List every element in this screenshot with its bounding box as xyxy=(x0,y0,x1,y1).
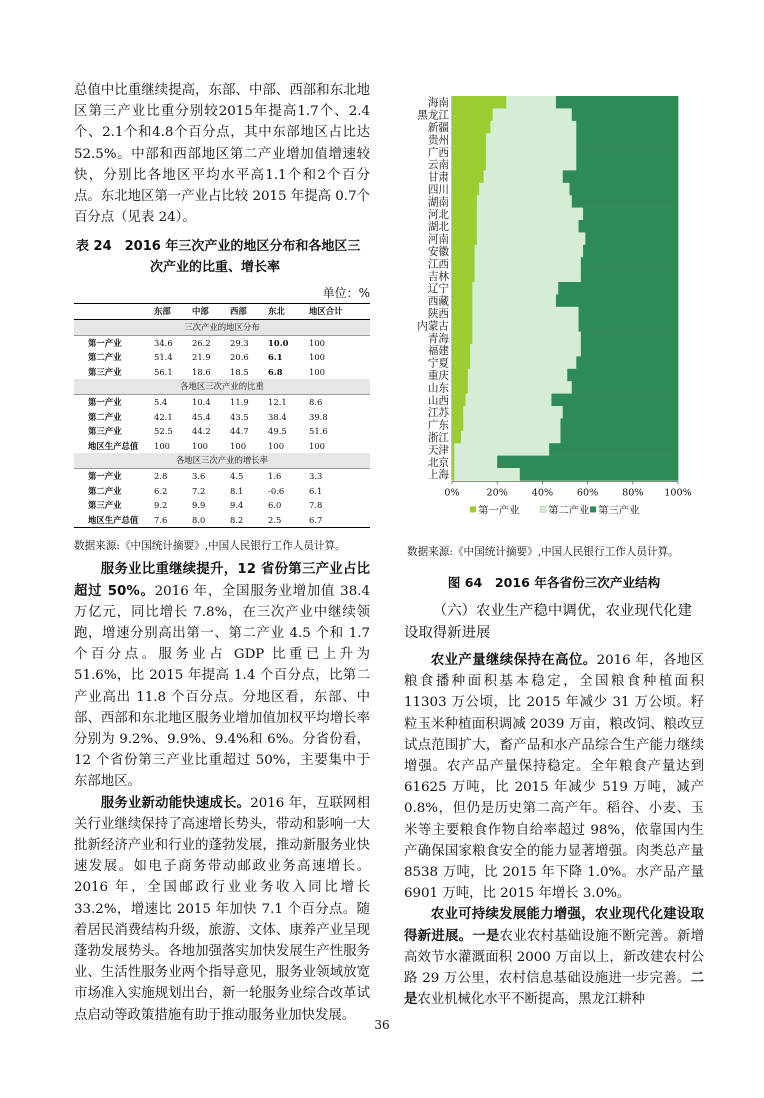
agri-sustain-lead2: 一是 xyxy=(472,928,500,944)
bar-segment-secondary xyxy=(472,319,579,332)
table-cell: 7.6 xyxy=(152,513,190,528)
table-row xyxy=(74,394,370,409)
table-cell: 51.4 xyxy=(154,352,173,363)
bar-segment-tertiary xyxy=(563,170,679,183)
agri-sustain-body: 农业农村基础设施不断完善。新增高效节水灌溉面积 2000 万亩以上，新改建农村公路 29 万公里，农村信息基础设施进一步完善。 xyxy=(404,928,705,987)
section-heading: （六）农业生产稳中调优，农业现代化建设取得新进展 xyxy=(404,603,692,641)
x-tick-label: 80% xyxy=(622,487,644,499)
category-label: 福建 xyxy=(427,345,449,358)
agri-sustain-body2: 农业机械化水平不断提高，黑龙江耕种 xyxy=(417,992,646,1008)
figure-title: 图 64 2016 年各省份三次产业结构 xyxy=(447,575,661,590)
table-cell: 51.6 xyxy=(309,426,328,437)
bar-segment-tertiary xyxy=(576,121,678,134)
bar-segment-tertiary xyxy=(560,431,678,444)
table-cell: 38.4 xyxy=(268,411,287,422)
table-cell: 10.4 xyxy=(192,396,211,407)
category-label: 山东 xyxy=(427,382,449,395)
category-label: 内蒙古 xyxy=(417,320,449,333)
bar-segment-primary xyxy=(452,208,477,221)
bar-segment-tertiary xyxy=(549,443,678,456)
table-header-row xyxy=(74,304,370,320)
table-cell: 43.5 xyxy=(230,411,249,422)
bar-segment-tertiary xyxy=(576,146,678,159)
table-cell: 5.4 xyxy=(154,396,168,407)
table-row-label: 第三产业 xyxy=(88,426,122,437)
table-cell: 44.2 xyxy=(192,426,211,437)
bar-segment-secondary xyxy=(506,96,556,109)
bar-segment-secondary xyxy=(472,307,579,320)
table-title-line1: 表 24 2016 年三次产业的地区分布和各地区三 xyxy=(76,239,361,255)
bar-segment-primary xyxy=(452,183,480,196)
bar-segment-secondary xyxy=(493,108,573,121)
col-header: 东部 xyxy=(152,304,190,320)
x-tick-label: 60% xyxy=(576,487,599,499)
bar-segment-tertiary xyxy=(556,294,678,307)
page-number: 36 xyxy=(374,1018,390,1032)
table-section-row xyxy=(74,379,370,394)
table-cell: 2.8 xyxy=(154,470,168,481)
category-label: 贵州 xyxy=(427,134,449,147)
table-cell: 2.5 xyxy=(266,513,307,528)
bar-segment-primary xyxy=(452,418,464,431)
bar-segment-primary xyxy=(452,121,491,134)
table-section-row xyxy=(74,320,370,336)
table-row xyxy=(74,498,370,513)
legend-label: 第一产业 xyxy=(478,504,520,517)
category-label: 海南 xyxy=(427,97,449,110)
col-header: 地区合计 xyxy=(307,304,370,320)
category-label: 甘肃 xyxy=(427,171,449,184)
agri-output-lead: 农业产量继续保持在高位。 xyxy=(430,653,597,668)
table-cell: 39.8 xyxy=(309,411,328,422)
category-label: 山西 xyxy=(427,394,449,407)
bar-segment-secondary xyxy=(486,158,577,171)
table-row xyxy=(74,365,370,380)
table-cell: 9.9 xyxy=(192,500,206,511)
bar-segment-primary xyxy=(452,96,507,109)
table-cell: 6.0 xyxy=(268,500,282,511)
bar-segment-primary xyxy=(452,294,473,307)
table-cell: 10.0 xyxy=(268,337,289,348)
table-cell: 42.1 xyxy=(154,411,173,422)
bar-segment-primary xyxy=(452,146,486,159)
category-label: 河南 xyxy=(427,233,449,246)
table-cell: 18.6 xyxy=(192,366,211,377)
category-label: 安徽 xyxy=(427,246,449,258)
table-section-title: 各地区三次产业的比重 xyxy=(74,379,370,394)
services-body: 2016 年，全国服务业增加值 38.4 万亿元，同比增长 7.8%，在三次产业中继续领跑，增速分别高出第一、第二产业 4.5 个和 1.7 个百分点。服务业占 GDP 比重已上升为 51.6%，比 2015 年提高 1.4 个百分点，比第二产业高出 11.8 个百分点。分地区看，东部、中部、西部和东北地区服务业增加值加权平均增长率分别为 9.2%、9.9%、9.4%和 6%。分省份看，12 个省份第三产业比重超过 50%，主要集中于东部地区。 xyxy=(74,583,371,790)
table-cell: 45.4 xyxy=(192,411,211,422)
col-header: 东北 xyxy=(266,304,307,320)
table-row-label: 地区生产总值 xyxy=(88,440,139,451)
table-cell: 8.1 xyxy=(230,485,244,496)
table-cell: 34.6 xyxy=(154,337,173,348)
category-label: 宁夏 xyxy=(427,357,449,370)
table-cell: -0.6 xyxy=(268,485,285,496)
table-section-title: 三次产业的地区分布 xyxy=(74,320,370,336)
bar-segment-tertiary xyxy=(563,406,679,419)
category-label: 西藏 xyxy=(427,295,449,308)
table-row xyxy=(74,439,370,454)
x-tick-label: 0% xyxy=(444,487,460,499)
bar-segment-tertiary xyxy=(579,319,679,332)
table-cell: 100 xyxy=(268,440,285,451)
bar-segment-primary xyxy=(452,332,473,345)
category-label: 江西 xyxy=(427,258,449,271)
bar-segment-secondary xyxy=(463,406,563,419)
bar-segment-secondary xyxy=(454,456,497,469)
table-unit: 单位：% xyxy=(322,286,370,301)
category-label: 新疆 xyxy=(427,122,449,134)
bar-segment-primary xyxy=(452,158,486,171)
bar-segment-primary xyxy=(452,170,484,183)
bar-segment-primary xyxy=(452,270,475,283)
bar-segment-secondary xyxy=(472,282,558,295)
bar-segment-tertiary xyxy=(583,245,678,258)
bar-segment-tertiary xyxy=(570,183,679,196)
bar-segment-tertiary xyxy=(579,307,679,320)
table-cell: 100 xyxy=(309,440,325,451)
bar-segment-tertiary xyxy=(572,381,679,394)
category-label: 重庆 xyxy=(427,370,449,382)
table-cell: 26.2 xyxy=(192,337,211,348)
bar-segment-tertiary xyxy=(556,96,678,109)
bar-segment-tertiary xyxy=(581,270,679,283)
table-cell: 3.6 xyxy=(192,470,206,481)
category-label: 广西 xyxy=(427,146,449,159)
bar-segment-secondary xyxy=(475,270,582,283)
bar-segment-secondary xyxy=(486,133,577,146)
bar-segment-primary xyxy=(452,108,493,121)
bar-segment-secondary xyxy=(477,195,572,208)
bar-segment-primary xyxy=(452,369,468,382)
table-section-title: 各地区三次产业的增长率 xyxy=(74,453,370,468)
table-cell: 100 xyxy=(309,352,325,363)
table-cell: 18.5 xyxy=(230,366,249,377)
bar-segment-primary xyxy=(452,356,470,369)
new-kinetic-body: 2016 年，互联网相关行业继续保持了高速增长势头，带动和影响一大批新经济产业和行业的蓬勃发展，推动新服务业快速发展。如电子商务带动邮政业务高速增长。2016 年，全国邮政行业业务收入同比增长 33.2%，增速比 2015 年加快 7.1 个百分点。随着居民消费结构升级，旅游、文体、康养产业呈现蓬勃发展势头。各地加强落实加快发展生产性服务业、生活性服务业两个指导意见，服务业领域放宽市场准入实施规划出台，新一轮服务业综合改革试点启动等政策措施有助于推动服务业加快发展。 xyxy=(74,795,371,1023)
x-tick-label: 20% xyxy=(486,487,508,499)
bar-segment-secondary xyxy=(490,121,576,134)
category-label: 河北 xyxy=(427,208,449,221)
left-column xyxy=(74,80,370,1026)
table-cell: 7.2 xyxy=(192,485,206,496)
table-row-label: 第一产业 xyxy=(88,470,122,481)
category-label: 上海 xyxy=(427,469,449,482)
table-cell: 100 xyxy=(309,366,325,377)
x-tick-label: 100% xyxy=(664,487,692,499)
category-label: 江苏 xyxy=(427,407,449,420)
table-cell: 6.1 xyxy=(268,352,283,363)
legend-label: 第二产业 xyxy=(548,504,590,517)
new-kinetic-paragraph xyxy=(74,793,370,1026)
table-section-row xyxy=(74,453,370,468)
bar-segment-secondary xyxy=(477,208,584,221)
table-cell: 4.5 xyxy=(230,470,244,481)
agri-sustain-paragraph xyxy=(404,904,704,1010)
legend-swatch xyxy=(470,506,476,512)
category-label: 陕西 xyxy=(427,308,449,320)
table-cell: 8.6 xyxy=(309,396,323,407)
table-source: 数据来源:《中国统计摘要》,中国人民银行工作人员计算。 xyxy=(74,540,346,553)
category-label: 浙江 xyxy=(427,432,449,444)
bar-segment-tertiary xyxy=(576,133,678,146)
bar-segment-secondary xyxy=(463,418,561,431)
region-industry-table xyxy=(74,303,370,528)
table-cell: 100 xyxy=(309,337,325,348)
table-title-line2: 次产业的比重、增长率 xyxy=(150,260,281,276)
bar-segment-primary xyxy=(452,394,466,407)
category-label: 青海 xyxy=(427,332,449,345)
bar-segment-secondary xyxy=(484,170,564,183)
table-cell: 8.2 xyxy=(228,513,266,528)
table-row-label: 第二产业 xyxy=(88,352,122,363)
bar-segment-secondary xyxy=(472,294,556,307)
table-cell: 52.5 xyxy=(154,426,173,437)
table-cell: 9.4 xyxy=(230,500,244,511)
category-label: 吉林 xyxy=(427,270,449,283)
bar-segment-primary xyxy=(452,319,473,332)
agri-sustain-lead3: 二是 xyxy=(404,971,704,1008)
table-row-label: 第二产业 xyxy=(88,485,122,496)
bar-segment-tertiary xyxy=(560,418,678,431)
table-cell: 20.6 xyxy=(230,352,249,363)
bar-segment-primary xyxy=(452,220,477,233)
bar-segment-secondary xyxy=(475,245,584,258)
bar-segment-tertiary xyxy=(576,356,678,369)
bar-segment-secondary xyxy=(477,220,579,233)
bar-segment-secondary xyxy=(461,431,561,444)
table-cell: 9.2 xyxy=(154,500,168,511)
bar-segment-secondary xyxy=(470,344,581,357)
table-cell: 6.7 xyxy=(307,513,370,528)
table-cell: 56.1 xyxy=(154,366,173,377)
table-row-label: 第一产业 xyxy=(88,337,122,348)
services-lead: 服务业比重继续提升，12 省份第三产业占比超过 50%。 xyxy=(74,562,370,599)
bar-segment-secondary xyxy=(468,381,572,394)
category-label: 湖北 xyxy=(427,221,449,234)
table-cell: 6.2 xyxy=(154,485,168,496)
intro-paragraph: 总值中比重继续提高，东部、中部、西部和东北地区第三产业比重分别较2015年提高1.7个、2.4个、2.1个和4.8个百分点，其中东部地区占比达 52.5%。中部和西部地区第二产业增加值增速较快，分别比各地区平均水平高1.1个和2个百分点。东北地区第一产业占比较 2015 年提高 0.7个百分点（见表 24）。 xyxy=(74,83,370,226)
table-row xyxy=(74,468,370,483)
bar-segment-primary xyxy=(452,257,475,270)
table-row xyxy=(74,513,370,528)
right-column-text xyxy=(404,600,704,1010)
bar-segment-primary xyxy=(452,195,477,208)
col-header: 中部 xyxy=(190,304,228,320)
table-row xyxy=(74,424,370,439)
table-cell: 1.6 xyxy=(268,470,282,481)
bar-segment-secondary xyxy=(466,394,552,407)
bar-segment-tertiary xyxy=(581,332,679,345)
bar-segment-primary xyxy=(452,431,461,444)
category-label: 北京 xyxy=(427,456,449,469)
category-label: 辽宁 xyxy=(427,283,449,296)
legend-swatch xyxy=(540,506,546,512)
bar-segment-secondary xyxy=(479,183,570,196)
table-cell: 100 xyxy=(192,440,209,451)
chart-svg xyxy=(404,92,704,534)
legend-swatch xyxy=(590,506,596,512)
bar-segment-tertiary xyxy=(558,282,678,295)
table-row xyxy=(74,484,370,499)
bar-segment-primary xyxy=(452,245,475,258)
table-row-label: 地区生产总值 xyxy=(74,513,152,528)
bar-segment-tertiary xyxy=(581,257,679,270)
bar-segment-tertiary xyxy=(576,158,678,171)
agri-output-paragraph xyxy=(404,650,704,904)
bar-segment-primary xyxy=(452,282,473,295)
category-label: 广东 xyxy=(427,419,449,432)
bar-segment-tertiary xyxy=(581,344,679,357)
table-row xyxy=(74,350,370,365)
services-paragraph xyxy=(74,559,370,792)
table-cell: 49.5 xyxy=(268,426,287,437)
table-row-label: 第三产业 xyxy=(88,500,122,511)
bar-segment-secondary xyxy=(454,468,520,481)
bar-segment-secondary xyxy=(454,443,549,456)
bar-segment-tertiary xyxy=(567,369,678,382)
category-label: 云南 xyxy=(427,159,449,172)
bar-segment-primary xyxy=(452,307,473,320)
bar-segment-primary xyxy=(452,381,468,394)
table-cell: 100 xyxy=(154,440,170,451)
table-header-corner xyxy=(74,304,152,320)
bar-segment-secondary xyxy=(470,356,577,369)
table-row-label: 第二产业 xyxy=(88,411,122,422)
table-row-label: 第三产业 xyxy=(88,366,122,377)
table-row xyxy=(74,335,370,350)
x-tick-label: 40% xyxy=(531,487,554,499)
table-cell: 7.8 xyxy=(309,500,323,511)
bar-segment-tertiary xyxy=(497,456,678,469)
table-cell: 11.9 xyxy=(230,396,249,407)
table-cell: 12.1 xyxy=(268,396,287,407)
bar-segment-primary xyxy=(452,133,486,146)
bar-segment-tertiary xyxy=(583,208,678,221)
table-cell: 29.3 xyxy=(230,337,249,348)
bar-segment-secondary xyxy=(472,332,581,345)
agri-sustain-lead: 农业可持续发展能力增强，农业现代化建设取得新进展。 xyxy=(404,907,704,944)
bar-segment-tertiary xyxy=(572,195,679,208)
category-label: 黑龙江 xyxy=(417,109,449,122)
province-structure-chart xyxy=(404,92,704,538)
table-cell: 44.7 xyxy=(230,426,249,437)
bar-segment-secondary xyxy=(486,146,577,159)
table-title xyxy=(74,236,370,278)
bar-segment-tertiary xyxy=(551,394,678,407)
bar-segment-tertiary xyxy=(520,468,679,481)
table-row xyxy=(74,410,370,425)
table-cell: 8.0 xyxy=(190,513,228,528)
bar-segment-secondary xyxy=(468,369,568,382)
col-header: 西部 xyxy=(228,304,266,320)
bar-segment-primary xyxy=(452,344,470,357)
bar-segment-primary xyxy=(452,406,464,419)
bar-segment-tertiary xyxy=(585,232,678,245)
legend-label: 第三产业 xyxy=(598,504,640,517)
agri-output-body: 2016 年，各地区粮食播种面积基本稳定，全国粮食种植面积 11303 万公顷，比 2015 年减少 31 万公顷。籽粒玉米种植面积调减 2039 万亩，粮改饲、粮改豆试点范围扩大，畜产品和水产品综合生产能力继续增强。农产品产量保持稳定。全年粮食产量达到 61625 万吨，比 2015 年减少 519 万吨，减产 0.8%，但仍是历史第二高产年。稻谷、小麦、玉米等主要粮食作物自给率超过 98%，依靠国内生产确保国家粮食安全的能力显著增强。肉类总产量 8538 万吨，比 2015 年下降 1.0%。水产品产量 6901 万吨，比 2015 年增长 3.0%。 xyxy=(404,653,705,902)
category-label: 四川 xyxy=(427,184,449,196)
bar-segment-secondary xyxy=(477,232,586,245)
table-cell: 6.1 xyxy=(309,485,323,496)
bar-segment-secondary xyxy=(475,257,582,270)
table-cell: 21.9 xyxy=(192,352,211,363)
figure-source: 数据来源:《中国统计摘要》,中国人民银行工作人员计算。 xyxy=(407,546,679,558)
table-row-label: 第一产业 xyxy=(88,396,122,407)
table-cell: 3.3 xyxy=(309,470,323,481)
category-label: 天津 xyxy=(427,444,449,457)
bar-segment-primary xyxy=(452,232,477,245)
table-cell: 6.8 xyxy=(268,366,283,377)
table-cell: 100 xyxy=(230,440,247,451)
bar-segment-tertiary xyxy=(579,220,679,233)
category-label: 湖南 xyxy=(427,196,449,209)
new-kinetic-lead: 服务业新动能快速成长。 xyxy=(100,795,251,811)
bar-segment-tertiary xyxy=(572,108,679,121)
